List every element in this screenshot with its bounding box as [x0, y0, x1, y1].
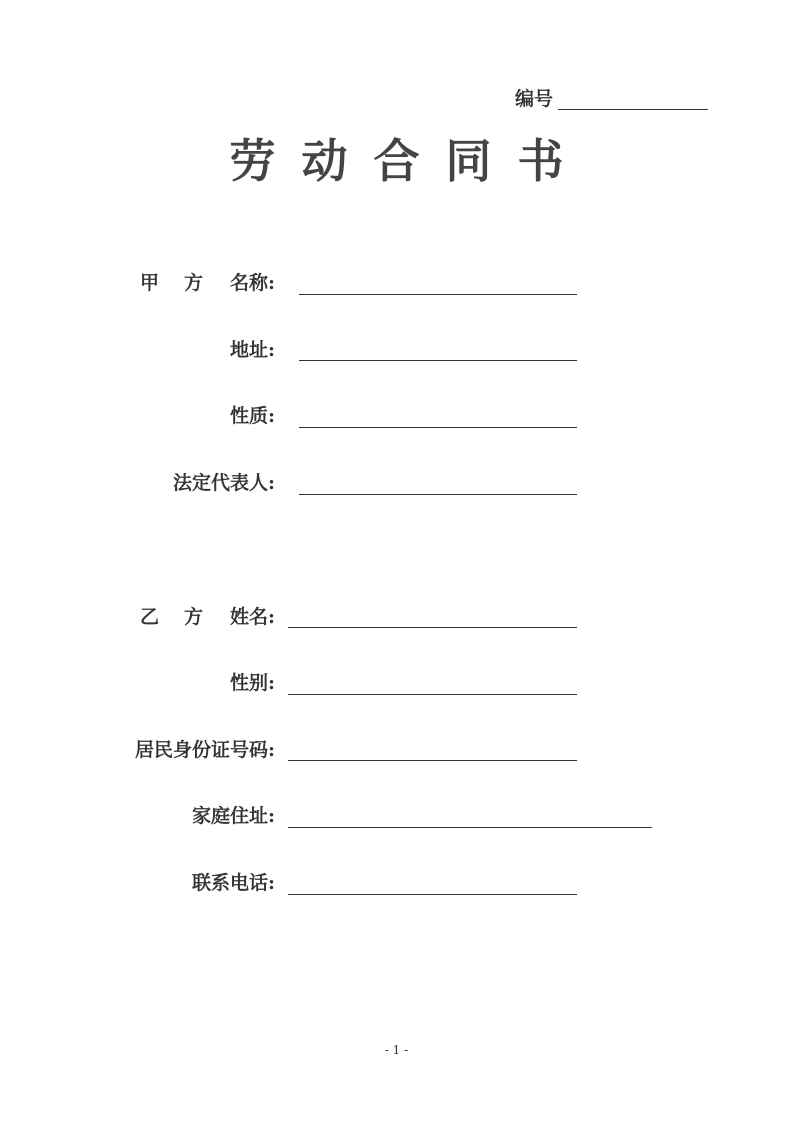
party-b-label-first: 乙 [140, 606, 160, 628]
party-b-home-address-field[interactable] [288, 827, 652, 828]
party-a-nature-label: 性质: [229, 405, 275, 427]
party-a-legal-rep-field[interactable] [299, 494, 577, 495]
party-a-address-label: 地址: [229, 339, 275, 361]
party-b-phone-label: 联系电话: [191, 872, 275, 894]
party-b-home-address-label: 家庭住址: [191, 805, 275, 827]
serial-number-field[interactable] [558, 109, 708, 110]
party-a-label-second: 方 [184, 272, 204, 294]
party-b-id-number-label: 居民身份证号码: [134, 739, 275, 761]
party-a-nature-field[interactable] [299, 427, 577, 428]
document-title: 劳动合同书 [229, 134, 590, 188]
party-b-id-number-field[interactable] [288, 760, 577, 761]
serial-number-label: 编号 [515, 88, 554, 110]
party-a-name-label: 名称: [229, 272, 275, 294]
party-b-name-label: 姓名: [229, 606, 275, 628]
party-b-name-field[interactable] [288, 627, 577, 628]
page-number: - 1 - [384, 1043, 409, 1057]
party-a-name-field[interactable] [299, 294, 577, 295]
party-a-address-field[interactable] [299, 360, 577, 361]
party-a-label-first: 甲 [140, 272, 160, 294]
party-b-gender-field[interactable] [288, 694, 577, 695]
party-b-label-second: 方 [184, 606, 204, 628]
party-b-phone-field[interactable] [288, 894, 577, 895]
party-a-legal-rep-label: 法定代表人: [172, 472, 275, 494]
party-b-gender-label: 性别: [229, 672, 275, 694]
